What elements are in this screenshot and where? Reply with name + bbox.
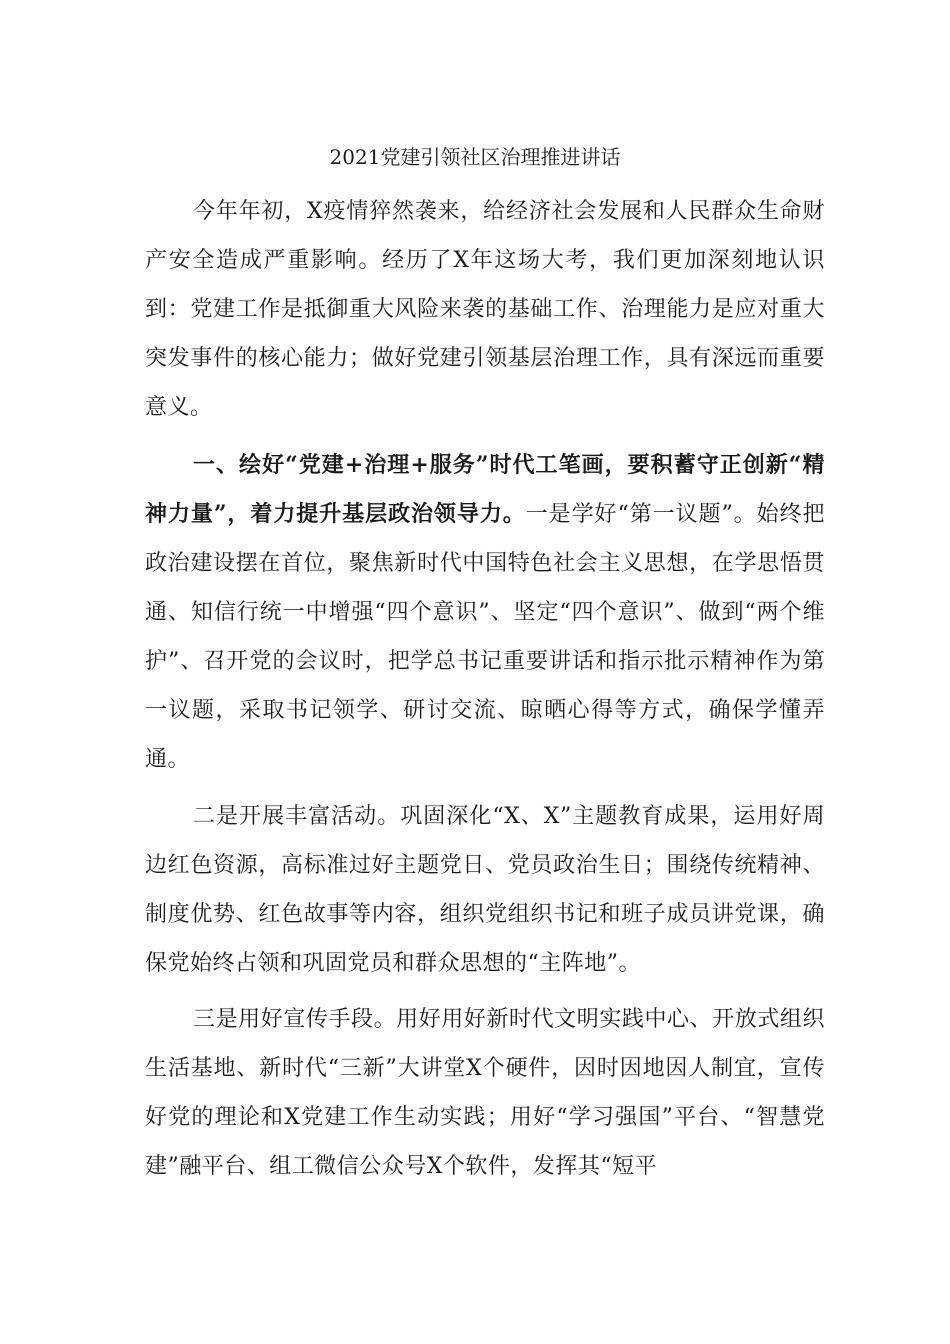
paragraph-section-one [145,441,825,784]
paragraph-intro [145,187,825,432]
paragraph-text: 今年年初，X疫情猝然袭来，给经济社会发展和人民群众生命财产安全造成严重影响。经历了X年这场大考，我们更加深刻地认识到：党建工作是抵御重大风险来袭的基础工作、治理能力是应对重大突发事件的核心能力；做好党建引领基层治理工作，具有深远而重要意义。 [145,199,825,420]
paragraph-publicity [145,995,825,1191]
paragraph-text: 三是用好宣传手段。用好用好新时代文明实践中心、开放式组织生活基地、新时代“三新”大讲堂X个硬件，因时因地因人制宜，宣传好党的理论和X党建工作生动实践；用好“学习强国”平台、“智慧党建”融平台、组工微信公众号X个软件，发挥其“短平 [145,1007,825,1179]
paragraph-text: 二是开展丰富活动。巩固深化“X、X”主题教育成果，运用好周边红色资源，高标准过好主题党日、党员政治生日；围绕传统精神、制度优势、红色故事等内容，组织党组织书记和班子成员讲党课，确保党始终占领和巩固党员和群众思想的“主阵地”。 [145,804,825,976]
document-title: 2021党建引领社区治理推进讲话 [329,145,621,169]
section-heading: 一、绘好“党建+治理+服务”时代工笔画，要积蓄守正创新“精神力量”，着力提升基层政治领导力。 [145,452,825,527]
paragraph-text: 一是学好“第一议题”。始终把政治建设摆在首位，聚焦新时代中国特色社会主义思想，在学思悟贯通、知信行统一中增强“四个意识”、坚定“四个意识”、做到“两个维护”、召开党的会议时，把学总书记重要讲话和指示批示精神作为第一议题，采取书记领学、研讨交流、晾晒心得等方式，确保学懂弄通。 [145,502,825,772]
paragraph-activities [145,792,825,988]
